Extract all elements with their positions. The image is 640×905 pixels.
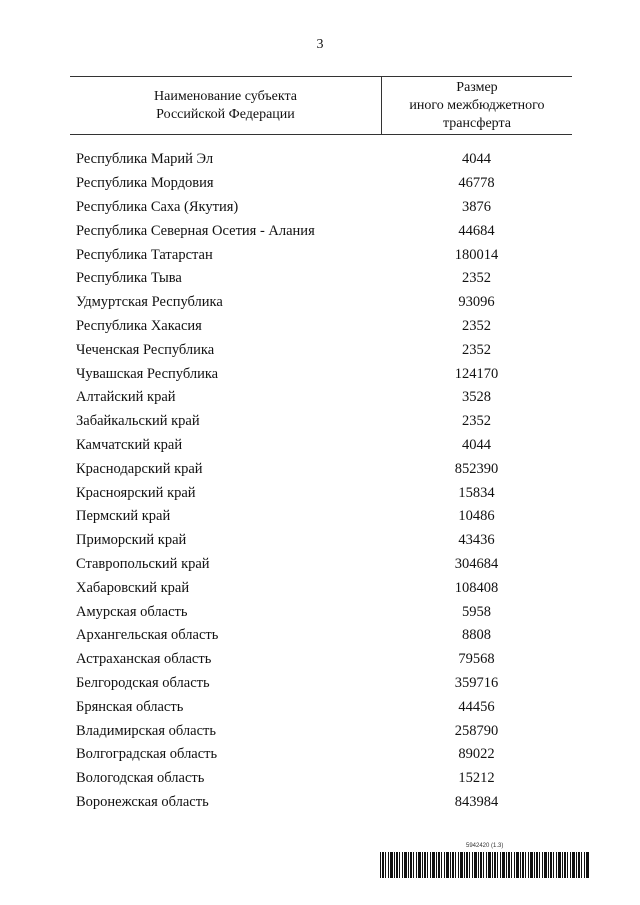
subject-name: Удмуртская Республика (76, 294, 223, 311)
table-row (76, 624, 570, 648)
transfer-amount: 44684 (458, 222, 495, 239)
table-row (76, 529, 570, 553)
subject-name: Астраханская область (76, 651, 212, 668)
subject-name: Чеченская Республика (76, 341, 215, 358)
transfer-amount: 258790 (454, 722, 499, 739)
transfer-amount: 2352 (462, 317, 491, 334)
transfer-amount: 2352 (462, 413, 491, 430)
table-row (76, 243, 570, 267)
subject-name: Чувашская Республика (76, 365, 219, 382)
table-row (76, 791, 570, 815)
table-row (76, 410, 570, 434)
subject-name: Амурская область (76, 603, 188, 620)
transfer-amount: 3876 (462, 198, 491, 215)
table-body (76, 148, 570, 814)
subject-name: Республика Мордовия (76, 175, 214, 192)
column-header-subject (70, 77, 382, 134)
transfer-amount: 46778 (458, 175, 495, 192)
subject-name: Волгоградская область (76, 746, 218, 763)
column-header-subject-line1: Наименование субъекта (154, 88, 297, 104)
transfer-amount: 304684 (454, 555, 499, 572)
transfer-amount: 3528 (462, 389, 491, 406)
transfer-amount: 15212 (458, 770, 495, 787)
table-row (76, 505, 570, 529)
subject-name: Вологодская область (76, 770, 205, 787)
table-row (76, 767, 570, 791)
transfer-amount: 79568 (458, 651, 495, 668)
subject-name: Республика Саха (Якутия) (76, 198, 239, 215)
transfer-amount: 4044 (462, 151, 491, 168)
subject-name: Воронежская область (76, 793, 209, 810)
subject-name: Забайкальский край (76, 413, 200, 430)
table-row (76, 457, 570, 481)
subject-name: Республика Татарстан (76, 246, 213, 263)
subject-name: Пермский край (76, 508, 171, 525)
subject-name: Ставропольский край (76, 555, 210, 572)
subject-name: Республика Марий Эл (76, 151, 214, 168)
subject-name: Хабаровский край (76, 579, 190, 596)
transfer-amount: 43436 (458, 532, 495, 549)
subject-name: Камчатский край (76, 436, 183, 453)
subject-name: Архангельская область (76, 627, 219, 644)
transfer-amount: 15834 (458, 484, 495, 501)
page-number: 3 (316, 37, 324, 52)
table-row (76, 219, 570, 243)
subject-name: Республика Северная Осетия - Алания (76, 222, 315, 239)
transfer-amount: 852390 (454, 460, 499, 477)
subject-name: Брянская область (76, 698, 184, 715)
table-row (76, 315, 570, 339)
transfer-amount: 5958 (462, 603, 491, 620)
table-row (76, 267, 570, 291)
table-row (76, 362, 570, 386)
subject-name: Алтайский край (76, 389, 176, 406)
column-header-subject-line2: Российской Федерации (156, 106, 295, 122)
table-header (70, 76, 572, 135)
subject-name: Приморский край (76, 532, 187, 549)
barcode-caption: 5942420 (1.3) (466, 843, 504, 849)
transfer-amount: 843984 (454, 793, 499, 810)
table-row (76, 338, 570, 362)
table-row (76, 291, 570, 315)
table-row (76, 743, 570, 767)
transfer-amount: 44456 (458, 698, 495, 715)
table-row (76, 719, 570, 743)
transfer-amount: 359716 (454, 674, 499, 691)
table-row (76, 386, 570, 410)
column-header-transfer-line3: трансферта (443, 115, 511, 131)
transfer-amount: 10486 (458, 508, 495, 525)
subject-name: Краснодарский край (76, 460, 203, 477)
transfer-amount: 2352 (462, 270, 491, 287)
table-row (76, 648, 570, 672)
subject-name: Красноярский край (76, 484, 196, 501)
table-row (76, 576, 570, 600)
subject-name: Белгородская область (76, 674, 210, 691)
table-row (76, 196, 570, 220)
table-row (76, 553, 570, 577)
subject-name: Республика Хакасия (76, 317, 202, 334)
barcode-image (380, 852, 590, 878)
column-header-transfer (382, 77, 572, 134)
barcode-block (380, 842, 590, 878)
transfer-amount: 124170 (454, 365, 499, 382)
table-row (76, 672, 570, 696)
table-row (76, 434, 570, 458)
table-row (76, 600, 570, 624)
table-row (76, 172, 570, 196)
table-row (76, 481, 570, 505)
table-row (76, 695, 570, 719)
column-header-transfer-line2: иного межбюджетного (409, 97, 545, 113)
table-row (76, 148, 570, 172)
transfer-amount: 4044 (462, 436, 491, 453)
column-header-transfer-line1: Размер (456, 79, 498, 95)
transfer-amount: 8808 (462, 627, 491, 644)
transfer-amount: 180014 (454, 246, 499, 263)
transfer-amount: 108408 (454, 579, 499, 596)
transfer-amount: 93096 (458, 294, 495, 311)
subject-name: Республика Тыва (76, 270, 182, 287)
transfer-amount: 89022 (458, 746, 495, 763)
transfer-amount: 2352 (462, 341, 491, 358)
subject-name: Владимирская область (76, 722, 216, 739)
